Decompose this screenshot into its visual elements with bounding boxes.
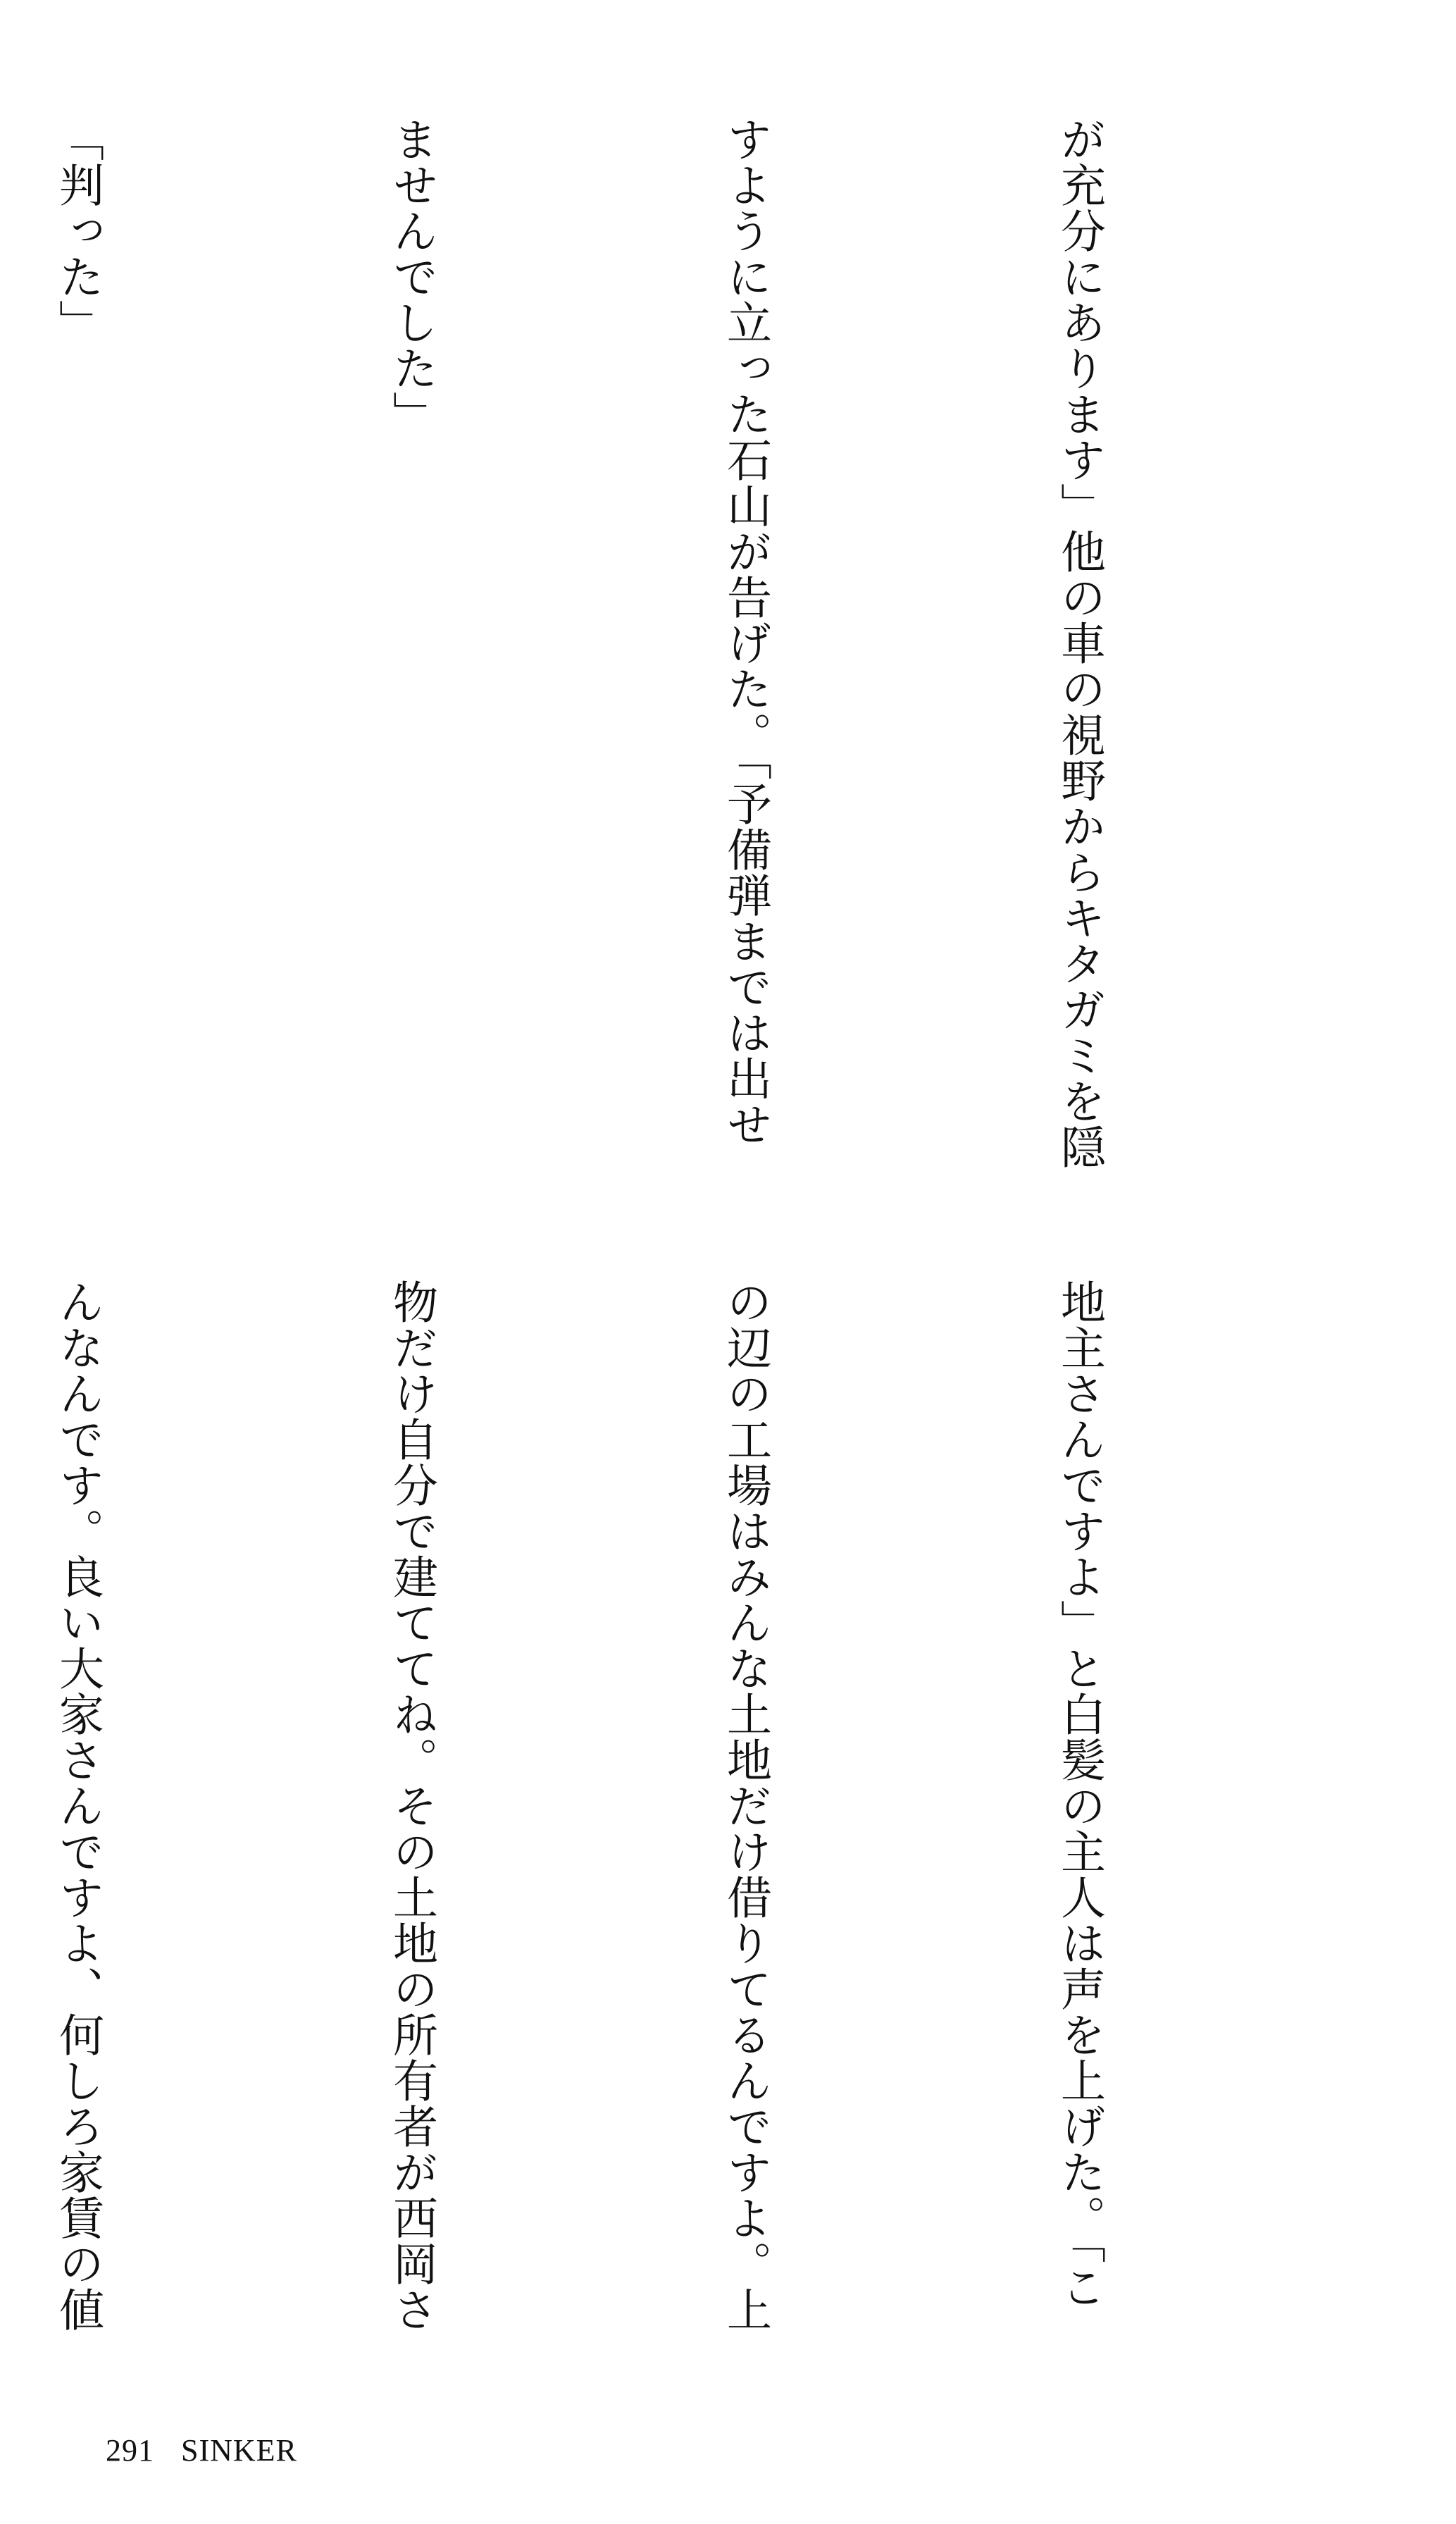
running-title: SINKER: [181, 2433, 297, 2468]
text-line: 地主さんですよ」と白髪の主人は声を上げた。「こ: [1053, 1279, 1105, 2310]
text-line: 「判った」: [51, 116, 104, 345]
page-footer: [106, 2432, 297, 2468]
page-number: 291: [106, 2433, 154, 2468]
text-line: んなんです。良い大家さんですよ、何しろ家賃の値: [51, 1279, 104, 2332]
text-line: が充分にあります」他の車の視野からキタガミを隠: [1053, 116, 1105, 1170]
text-line: すように立った石山が告げた。「予備弾までは出せ: [719, 116, 771, 1147]
upper-text-block: [0, 116, 1357, 1251]
lower-text-block: [0, 1279, 1357, 2406]
text-line: ませんでした」: [385, 116, 437, 437]
text-line: の辺の工場はみんな土地だけ借りてるんですよ。上: [719, 1279, 771, 2332]
text-line: 物だけ自分で建ててね。その土地の所有者が西岡さ: [385, 1279, 437, 2332]
